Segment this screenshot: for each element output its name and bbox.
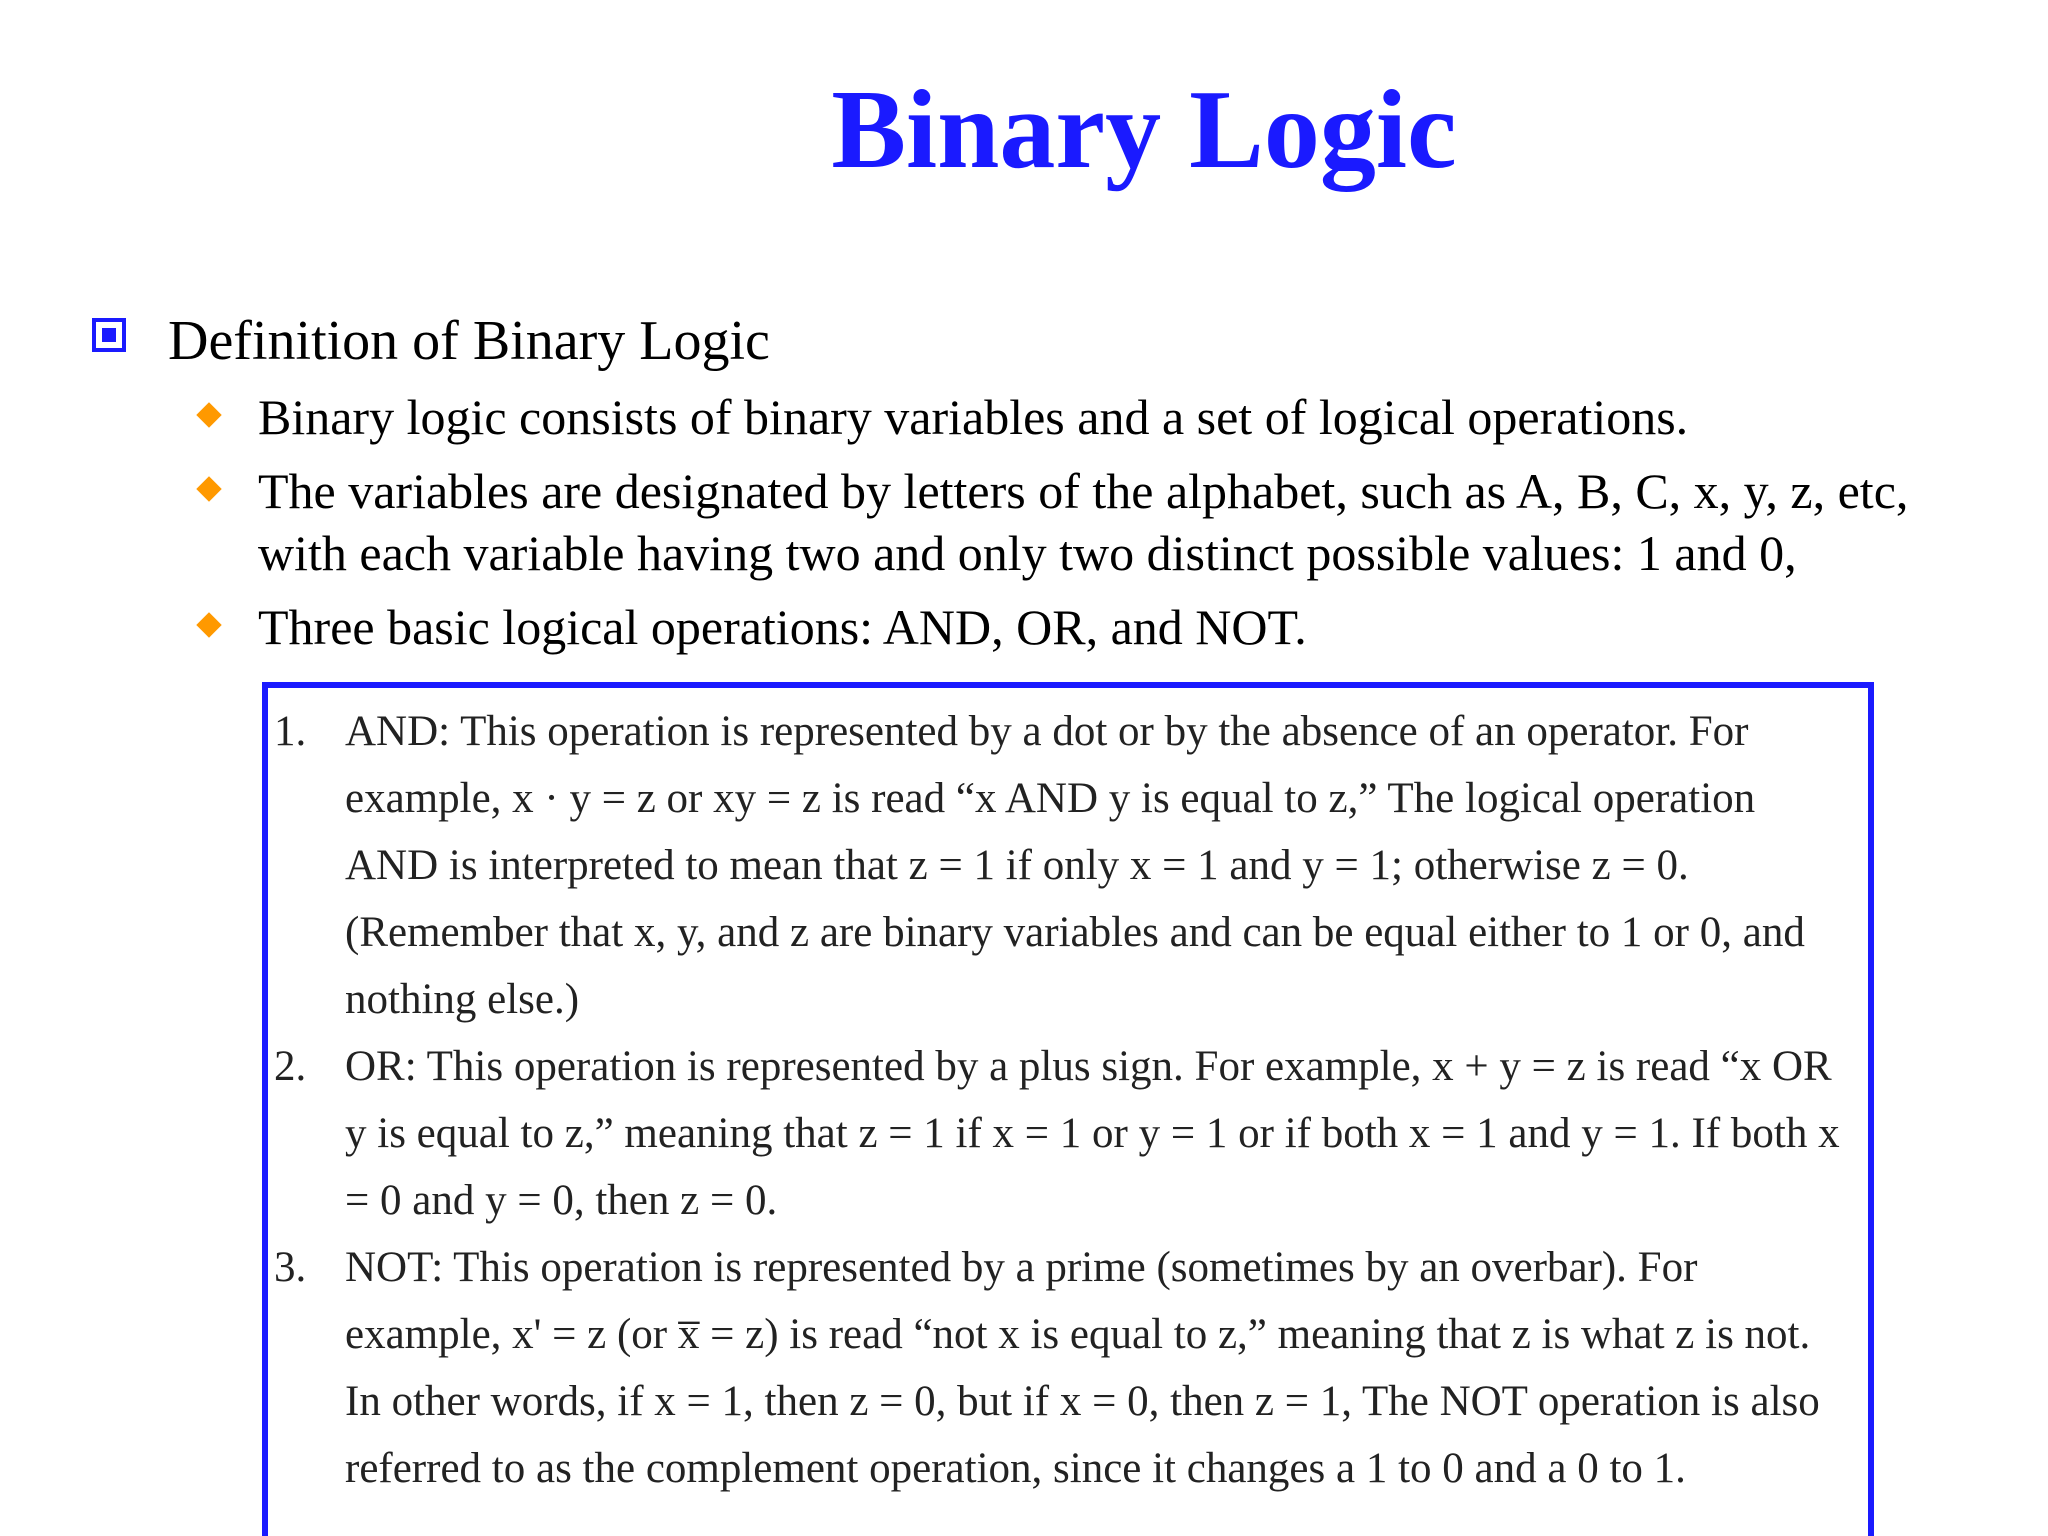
diamond-bullet-icon xyxy=(196,612,221,637)
operation-number: 1. xyxy=(274,708,307,755)
operation-item-or xyxy=(268,1033,1868,1234)
operation-text: AND: This operation is represented by a dot or by the absence of an operator. For example, x · y = z or xy = z is read “x AND y is equal to z,” The logical operation AND is interpreted to mean that z = 1 if only x = 1 and y = 1; otherwise z = 0. (Remember that x, y, and z are binary variables and can be equal either to 1 or 0, and nothing else.) xyxy=(345,708,1805,1023)
diamond-bullet-icon xyxy=(196,476,221,501)
square-bullet-inner xyxy=(102,328,116,342)
section-heading-text: Definition of Binary Logic xyxy=(168,310,770,372)
slide-title: Binary Logic xyxy=(831,68,1457,192)
operation-text: NOT: This operation is represented by a prime (sometimes by an overbar). For example, x' = z (or x̅ = z) is read “not x is equal to z,” meaning that z is what z is not. In other words, if x = 1, then z = 0, but if x = 0, then z = 1, The NOT operation is also referred to as the complement operation, since it changes a 1 to 0 and a 0 to 1. xyxy=(345,1244,1820,1492)
operation-item-not xyxy=(268,1234,1868,1502)
bullet-text: The variables are designated by letters of the alphabet, such as A, B, C, x, y, z, etc, with each variable having two and only two distinct possible values: 1 and 0, xyxy=(258,463,1909,581)
operations-text-box xyxy=(262,682,1874,1536)
operation-number: 3. xyxy=(274,1244,307,1291)
bullet-text: Three basic logical operations: AND, OR, and NOT. xyxy=(258,599,1307,655)
operation-number: 2. xyxy=(274,1043,307,1090)
bullet-item xyxy=(190,460,1990,584)
bullet-item xyxy=(190,596,1990,658)
diamond-bullet-icon xyxy=(196,402,221,427)
bullet-text: Binary logic consists of binary variables and a set of logical operations. xyxy=(258,389,1689,445)
bullet-list xyxy=(190,386,1990,670)
operation-text: OR: This operation is represented by a plus sign. For example, x + y = z is read “x OR y is equal to z,” meaning that z = 1 if x = 1 or y = 1 or if both x = 1 and y = 1. If both x = 0 and y = 0, then z = 0. xyxy=(345,1043,1840,1224)
square-bullet-icon xyxy=(92,318,126,352)
bullet-item xyxy=(190,386,1990,448)
operation-item-and xyxy=(268,698,1868,1033)
